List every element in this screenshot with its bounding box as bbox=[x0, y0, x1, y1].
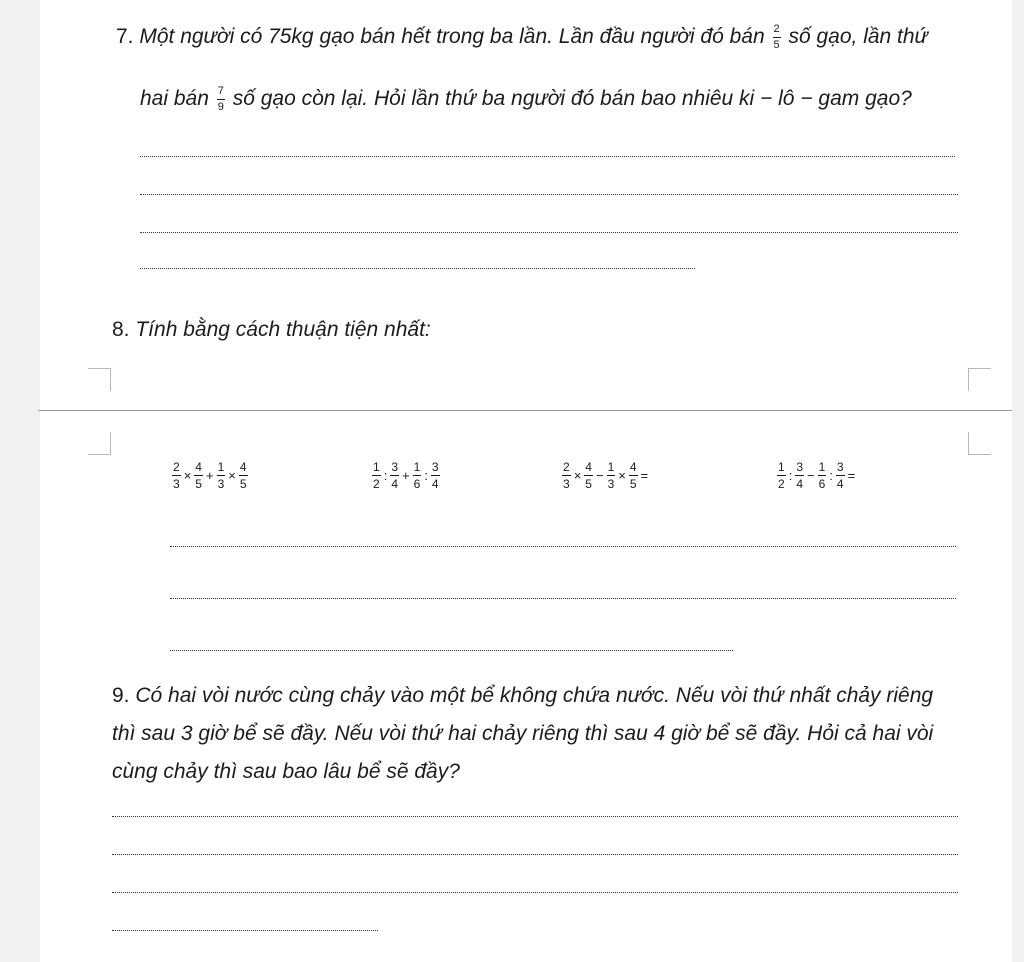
q9-answer-line-1 bbox=[112, 816, 958, 817]
q7-fraction-1: $\frac{2}{5}$ bbox=[773, 23, 780, 51]
fraction: $\frac{4}{5}$ bbox=[195, 460, 202, 491]
q9-number: 9. bbox=[112, 684, 130, 707]
fraction: $\frac{1}{6}$ bbox=[413, 460, 421, 491]
fraction: $\frac{2}{3}$ bbox=[173, 460, 180, 491]
q8-number: 8. bbox=[112, 318, 130, 341]
fraction: $\frac{3}{4}$ bbox=[431, 460, 439, 491]
fraction: $\frac{1}{3}$ bbox=[217, 460, 225, 491]
fraction: $\frac{4}{5}$ bbox=[585, 460, 592, 491]
fraction: $\frac{1}{3}$ bbox=[607, 460, 615, 491]
q7-answer-line-2 bbox=[140, 194, 958, 195]
q8-expression-1: $\frac{2}{3}$ × $\frac{4}{5}$ + $\frac{1}{3}$ × $\frac{4}{5}$ bbox=[173, 460, 247, 491]
q8-answer-line-2 bbox=[170, 598, 956, 599]
q9-answer-line-2 bbox=[112, 854, 958, 855]
q8-answer-line-3 bbox=[170, 650, 733, 651]
fraction: $\frac{3}{4}$ bbox=[391, 460, 398, 491]
fraction: $\frac{2}{3}$ bbox=[563, 460, 570, 491]
q8-expression-3: $\frac{2}{3}$ × $\frac{4}{5}$ − $\frac{1}{3}$ × $\frac{4}{5}$ = bbox=[563, 460, 649, 491]
q7-line2 bbox=[140, 86, 912, 113]
page-corner-mark-top-left bbox=[88, 368, 111, 391]
q9-answer-line-4 bbox=[112, 930, 378, 931]
page-corner-mark-bottom-right bbox=[968, 432, 991, 455]
fraction: $\frac{1}{2}$ bbox=[373, 460, 380, 491]
q8-heading bbox=[112, 317, 431, 342]
fraction: $\frac{4}{5}$ bbox=[629, 460, 637, 491]
q7-answer-line-4 bbox=[140, 268, 695, 269]
q9-line1-text: Có hai vòi nước cùng chảy vào một bể không chứa nước. Nếu vòi thứ nhất chảy riêng bbox=[135, 684, 934, 707]
q7-number: 7. bbox=[116, 25, 134, 49]
q9-line2: thì sau 3 giờ bể sẽ đầy. Nếu vòi thứ hai chảy riêng thì sau 4 giờ bể sẽ đầy. Hỏi cả hai vòi bbox=[112, 722, 934, 745]
page-break-divider bbox=[38, 410, 1012, 411]
fraction: $\frac{4}{5}$ bbox=[239, 460, 247, 491]
q7-line1-text: Một người có 75kg gạo bán hết trong ba lần. Lần đầu người đó bán bbox=[139, 25, 765, 49]
q9-answer-line-3 bbox=[112, 892, 958, 893]
q7-answer-line-3 bbox=[140, 232, 958, 233]
q8-answer-line-1 bbox=[170, 546, 956, 547]
q7-fraction-2: $\frac{7}{9}$ bbox=[217, 85, 224, 113]
q7-line1 bbox=[116, 24, 928, 51]
page-corner-mark-top-right bbox=[968, 368, 991, 391]
q7-line2-head: hai bán bbox=[140, 87, 209, 111]
q8-text: Tính bằng cách thuận tiện nhất: bbox=[135, 318, 431, 341]
fraction: $\frac{1}{2}$ bbox=[778, 460, 785, 491]
fraction: $\frac{1}{6}$ bbox=[818, 460, 826, 491]
q7-answer-line-1 bbox=[140, 156, 955, 157]
q8-expression-4: $\frac{1}{2}$ : $\frac{3}{4}$ − $\frac{1}{6}$ : $\frac{3}{4}$ = bbox=[778, 460, 856, 491]
q7-line1-tail: số gạo, lần thứ bbox=[788, 25, 928, 49]
fraction: $\frac{3}{4}$ bbox=[796, 460, 803, 491]
page-corner-mark-bottom-left bbox=[88, 432, 111, 455]
q8-expression-2: $\frac{1}{2}$ : $\frac{3}{4}$ + $\frac{1}{6}$ : $\frac{3}{4}$ bbox=[373, 460, 439, 491]
fraction: $\frac{3}{4}$ bbox=[836, 460, 844, 491]
q9-line3: cùng chảy thì sau bao lâu bể sẽ đầy? bbox=[112, 760, 460, 783]
q9-line1 bbox=[112, 683, 933, 708]
q7-line2-tail: số gạo còn lại. Hỏi lần thứ ba người đó bán bao nhiêu ki − lô − gam gạo? bbox=[232, 87, 912, 111]
